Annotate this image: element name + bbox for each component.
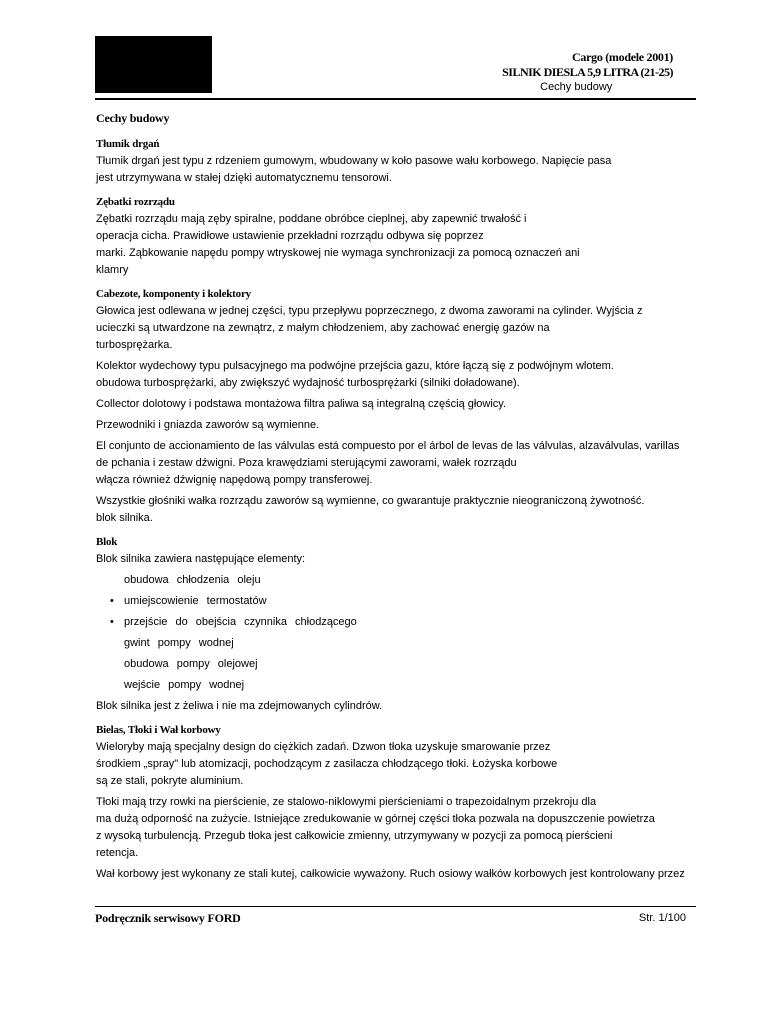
paragraph: Wał korbowy jest wykonany ze stali kutej, całkowicie wyważony. Ruch osiowy wałków korbowych jest kontrolowany przez (96, 868, 685, 880)
header-section: Cechy budowy (540, 81, 613, 93)
list-item: • przejście do obejścia czynnika chłodzącego (110, 614, 706, 635)
document-body (96, 110, 706, 887)
logo-block (95, 36, 212, 93)
bullet-mark: • (110, 595, 114, 607)
paragraph: Blok silnika jest z żeliwa i nie ma zdejmowanych cylindrów. (96, 700, 383, 712)
page-number: Str. 1/100 (638, 912, 686, 924)
header-model: Cargo (modele 2001) (572, 50, 673, 64)
list-item: • umiejscowienie termostatów (110, 593, 706, 614)
section-heading-cabezote: Cabezote, komponenty i kolektory (96, 288, 251, 300)
header-engine: SILNIK DIESLA 5,9 LITRA (21-25) (502, 65, 673, 79)
list-item: obudowa pompy olejowej (124, 658, 258, 670)
header-divider (95, 98, 696, 100)
list-item: wejście pompy wodnej (124, 679, 245, 691)
list-item: gwint pompy wodnej (124, 637, 234, 649)
section-heading-blok: Blok (96, 536, 118, 548)
bullet-mark: • (110, 616, 114, 628)
paragraph: Collector dolotowy i podstawa montażowa filtra paliwa są integralną częścią głowicy. (96, 398, 507, 410)
list-item: obudowa chłodzenia oleju (124, 574, 261, 586)
paragraph: Blok silnika zawiera następujące elementy: (96, 553, 306, 565)
paragraph: Kolektor wydechowy typu pulsacyjnego ma podwójne przejścia gazu, które łączą się z podwójnym wlotem. obudowa turbosprężarki, aby zwiększyć wydajność turbosprężarki (silniki doładowane). (96, 360, 614, 389)
paragraph: Tłumik drgań jest typu z rdzeniem gumowym, wbudowany w koło pasowe wału korbowego. Napięcie pasa jest utrzymywana w stałej dzięki automatycznemu tensorowi. (96, 155, 612, 184)
section-heading-zebatki: Zębatki rozrządu (96, 196, 175, 208)
page-title: Cechy budowy (96, 111, 170, 125)
paragraph: Tłoki mają trzy rowki na pierścienie, ze stalowo-niklowymi pierścieniami o trapezoidalnym przekroju dla ma dużą odporność na zużycie. Istniejące zredukowanie w górnej części tłoka pozwala na dopuszczenie powietrza z wysoką turbulencją. Przegub tłoka jest całkowicie zmienny, utrzymywany w pozycji za pomocą pierścieni retencja. (96, 796, 655, 859)
paragraph: Wieloryby mają specjalny design do ciężkich zadań. Dzwon tłoka uzyskuje smarowanie przez środkiem „spray" lub atomizacji, pochodzącym z zasilacza chłodzącego tłoki. Łożyska korbowe są ze stali, pokryte aluminium. (96, 741, 558, 787)
section-heading-bielas: Bielas, Tłoki i Wał korbowy (96, 724, 221, 736)
paragraph: Przewodniki i gniazda zaworów są wymienne. (96, 419, 320, 431)
footer-divider (95, 906, 696, 907)
component-list (110, 572, 706, 698)
paragraph: Głowica jest odlewana w jednej części, typu przepływu poprzecznego, z dwoma zaworami na cylinder. Wyjścia z ucieczki są utwardzone na zewnątrz, z małym chłodzeniem, aby zachować energię gazów na turbosprężarka. (96, 305, 643, 351)
paragraph: Wszystkie głośniki wałka rozrządu zaworów są wymienne, co gwarantuje praktycznie nieograniczoną żywotność. blok silnika. (96, 495, 645, 524)
paragraph: Zębatki rozrządu mają zęby spiralne, poddane obróbce cieplnej, aby zapewnić trwałość i operacja cicha. Prawidłowe ustawienie przekładni rozrządu odbywa się poprzez marki. Ząbkowanie napędu pompy wtryskowej nie wymaga synchronizacji za pomocą oznaczeń ani klamry (96, 213, 580, 276)
footer-manual-title: Podręcznik serwisowy FORD (95, 911, 241, 925)
paragraph: El conjunto de accionamiento de las válvulas está compuesto por el árbol de levas de las válvulas, alzaválvulas, varillas de pchania i zestaw dźwigni. Poza krawędziami sterującymi zaworami, wałek rozrządu włącza również dźwignię napędową pompy transferowej. (96, 440, 680, 486)
section-heading-tlumik: Tłumik drgań (96, 138, 160, 150)
page-header (502, 50, 673, 93)
